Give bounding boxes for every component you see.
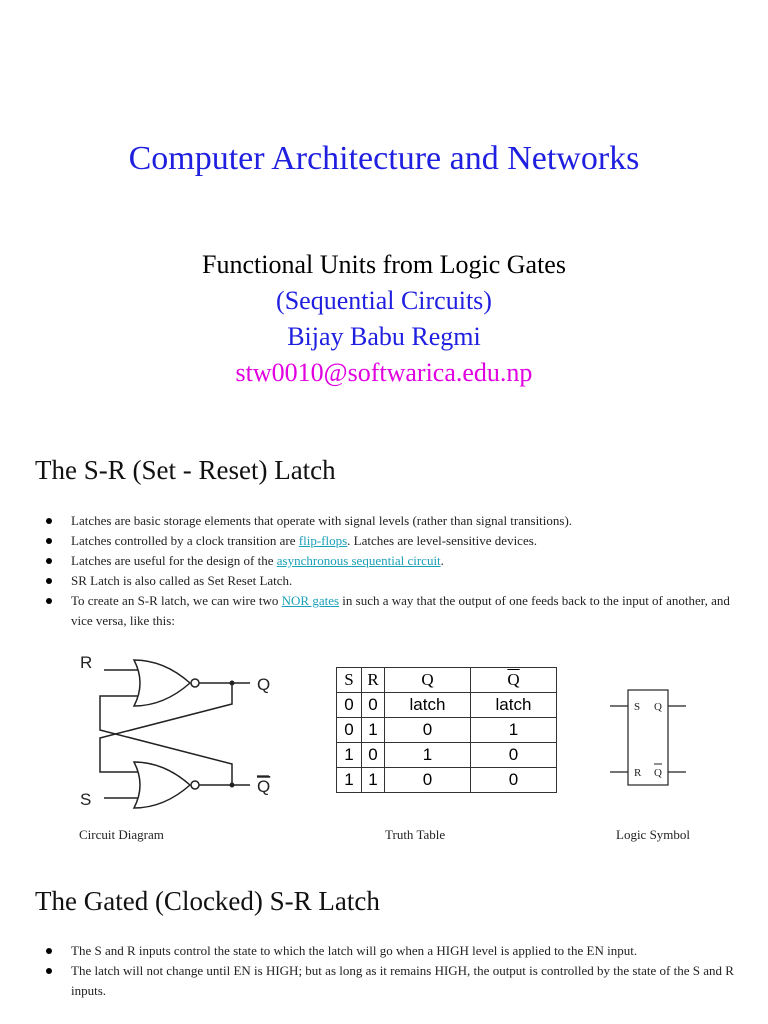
author-name: Bijay Babu Regmi — [287, 322, 481, 351]
list-item — [40, 591, 740, 631]
table-row — [337, 768, 557, 793]
table-cell: latch — [385, 693, 471, 718]
column-header: Q — [385, 668, 471, 693]
list-item-text: . Latches are level-sensitive devices. — [347, 533, 538, 548]
column-header: R — [362, 668, 385, 693]
list-item — [40, 531, 740, 551]
list-item-text: SR Latch is also called as Set Reset Latch. — [71, 573, 293, 588]
list-item — [40, 961, 740, 1001]
table-cell: 0 — [362, 693, 385, 718]
list-item — [40, 941, 740, 961]
junction-dot — [230, 783, 235, 788]
list-item-text: Latches are useful for the design of the — [71, 553, 277, 568]
table-cell: 0 — [385, 718, 471, 743]
list-item-text: in such a way that the output of one feeds back to the input of another, and vice versa, like this: — [71, 593, 730, 628]
list-item — [40, 551, 740, 571]
junction-dot — [230, 681, 235, 686]
gated-latch-heading: The Gated (Clocked) S-R Latch — [35, 886, 380, 916]
table-cell: 1 — [337, 768, 362, 793]
table-cell: 1 — [471, 718, 557, 743]
upper-nor-gate — [134, 660, 190, 706]
lower-nor-gate — [134, 762, 190, 808]
table-row — [337, 743, 557, 768]
sr-latch-heading: The S-R (Set - Reset) Latch — [35, 455, 336, 485]
table-cell: 0 — [385, 768, 471, 793]
list-item-text: The latch will not change until EN is HIGH; but as long as it remains HIGH, the output is controlled by the state of the S and R inputs. — [71, 963, 734, 998]
list-item-text: . — [440, 553, 444, 568]
table-row — [337, 693, 557, 718]
truth-table-caption: Truth Table — [385, 827, 446, 842]
truth-table — [336, 667, 557, 793]
table-cell: 1 — [362, 768, 385, 793]
s-label: S — [80, 790, 92, 809]
table-cell: 1 — [337, 743, 362, 768]
r-label: R — [80, 653, 93, 672]
logic-symbol-caption: Logic Symbol — [616, 827, 691, 842]
sr-latch-list — [40, 511, 740, 631]
symbol-s-label: S — [634, 701, 641, 713]
symbol-qbar-label: Q — [654, 767, 662, 779]
table-cell: 1 — [385, 743, 471, 768]
lower-nor-bubble — [191, 781, 199, 789]
q-label: Q — [257, 675, 271, 694]
document-topic: (Sequential Circuits) — [276, 286, 492, 315]
sr-latch-circuit-diagram — [70, 648, 285, 818]
list-item-text: The S and R inputs control the state to which the latch will go when a HIGH level is applied to the EN input. — [71, 943, 638, 958]
table-header-row — [337, 668, 557, 693]
list-item-text: Latches are basic storage elements that operate with signal levels (rather than signal transitions). — [71, 513, 573, 528]
list-item — [40, 571, 740, 591]
sr-latch-logic-symbol — [608, 688, 688, 788]
document-title: Computer Architecture and Networks — [128, 140, 640, 177]
table-cell: 0 — [471, 768, 557, 793]
author-email[interactable]: stw0010@softwarica.edu.np — [235, 358, 533, 387]
list-item-text: Latches controlled by a clock transition are — [71, 533, 299, 548]
column-header: S — [337, 668, 362, 693]
list-item-text: To create an S-R latch, we can wire two — [71, 593, 282, 608]
column-header: $\overline{Q}$ — [471, 668, 557, 693]
upper-nor-bubble — [191, 679, 199, 687]
truth-table-figure — [336, 667, 557, 793]
table-row — [337, 718, 557, 743]
symbol-q-label: Q — [654, 701, 662, 713]
table-cell: 1 — [362, 718, 385, 743]
circuit-diagram-caption: Circuit Diagram — [79, 827, 164, 842]
asynchronous-circuit-link[interactable]: asynchronous sequential circuit — [276, 553, 441, 568]
gated-latch-list — [40, 941, 740, 1001]
table-cell: latch — [471, 693, 557, 718]
table-cell: 0 — [362, 743, 385, 768]
flip-flops-link[interactable]: flip-flops — [298, 533, 348, 548]
table-cell: 0 — [471, 743, 557, 768]
symbol-r-label: R — [634, 767, 642, 779]
nor-gates-link[interactable]: NOR gates — [281, 593, 340, 608]
list-item — [40, 511, 740, 531]
qbar-label: Q — [257, 777, 271, 796]
table-cell: 0 — [337, 693, 362, 718]
document-subtitle: Functional Units from Logic Gates — [202, 250, 566, 279]
table-cell: 0 — [337, 718, 362, 743]
